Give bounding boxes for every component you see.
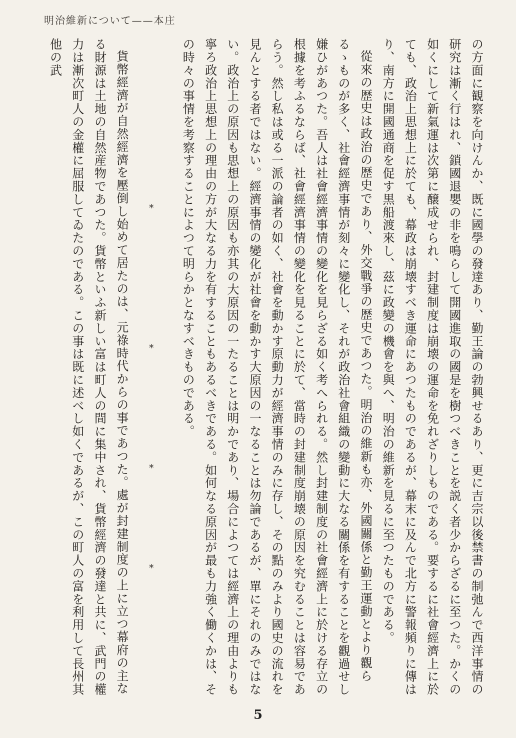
page-number: 5 (253, 708, 263, 723)
section-separator (133, 38, 177, 698)
body-text (38, 38, 488, 698)
separator-mark: * (149, 564, 155, 574)
separator-mark: * (149, 464, 155, 474)
paragraph-3: 貨幣經濟が自然經濟を壓倒し始めて居たのは、元祿時代からの事であつた。處が封建制度の上に立つ幕府の主なる財源は土地の自然産物であつた。貨幣といふ新しい富は町人の間に集中され、貨幣經濟の發達と共に、武門の權力は漸次町人の金權に屈服してゐたのである。この事は既に述べし如くであるが、この町人の富を利用して長州其他の武 (48, 38, 130, 696)
paragraph-1: の方面に観察を向けんか、既に國學の發達あり、勤王論の勃興せるあり、更に吉宗以後禁書の制弛んで西洋事情の研究は漸く行はれ、鎖國退嬰の非を鳴らして開國進取の國是を樹つべきことを説く者少からざるに至つた。かくの如くにして新氣運は次第に醸成せられ、封建制度は崩壊の運命を免れざりしものである。要するに社會經濟上に於ても、政治上思想上に於ても、幕政は崩壊すべき運命にあつたものであるが、幕末に及んで北方に警報頻りに傳はり、南方に開國通商を促す黒船渡來し、茲に政變の機會を與へ、明治の維新を見るに至つたものである。 (381, 38, 484, 696)
running-head: 明治維新について——本庄 (44, 16, 176, 27)
separator-mark: * (149, 204, 155, 214)
paragraph-2: 從來の歴史は政治の歴史であり、外交戰爭の歴史であつた。明治の維新も亦、外國關係と勤王運動とより觀らるゝものが多く、社會經濟事情が刻々に變化し、それが政治社會組織の變動に大なる關係を有することを觀過せし嫌ひがあつた。吾人は社會經濟事情の變化を見らざる如く考へられる。然し封建制度の社會經濟上に於ける存立の根據を考ふるならば、社會經濟事情の變化を見ることに於て、當時の封建制度崩壊の原因を究むることは容易であらう。然し私は或る一派の論者の如く、社會を動かす原動力が經濟事情のみに存し、その點のみより國史の流れを見んとする者ではない。經濟事情の變化が社會を動かす大原因の一なることは勿論であるが、單にそれのみではない。政治上の原因も思想上の原因も亦其の大原因の一たることは明かであり、場合によつては經濟上の理由よりも寧ろ政治上思想上の理由の方が大なる力を有することもあるべきである。如何なる原因が最も力強く働くかは、その時々の事情を考察することによつて明らかとなすべきものである。 (181, 38, 373, 696)
separator-mark: * (149, 344, 155, 354)
